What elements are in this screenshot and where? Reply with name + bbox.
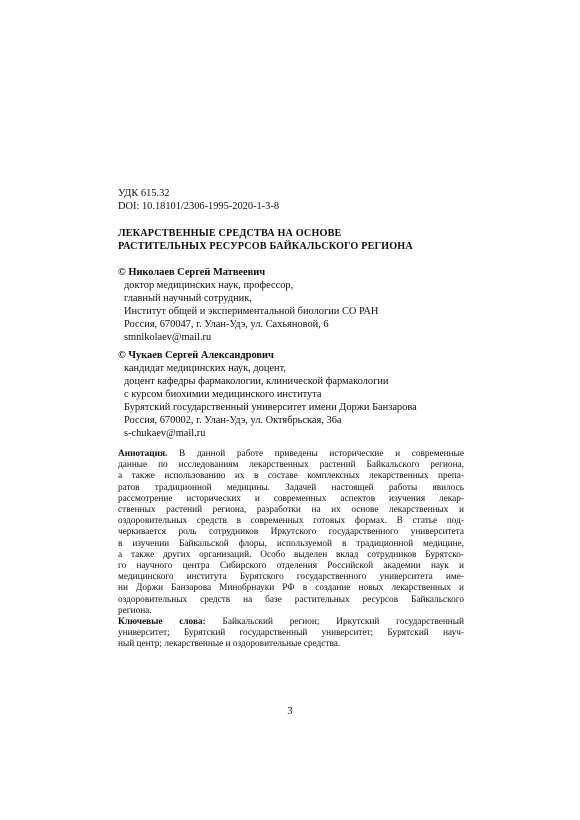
abstract-line: оздоровительных средств на базе растительных ресурсов Байкальского [118,594,464,605]
keywords-line: ный центр; лекарственные и оздоровительные средства. [118,639,341,650]
abstract-line: го научного центра Сибирского отделения Российской академии наук и [118,561,464,572]
author-position: доцент кафедры фармакологии, клинической фармакологии [124,376,389,387]
doi-identifier: DOI: 10.18101/2306-1995-2020-1-3-8 [118,201,280,212]
author-address: Россия, 670047, г. Улан-Удэ, ул. Сахьяновой, 6 [124,319,329,330]
abstract-line: ни Доржи Банзарова Минобрнауки РФ в создание новых лекарственных и [118,583,464,594]
page-number: 3 [287,706,293,717]
keywords-label: Ключевые слова: [118,617,206,628]
author-degree: кандидат медицинских наук, доцент, [124,363,286,374]
author-block-chukaev [118,349,464,440]
udk-code: УДК 615.32 [118,188,170,199]
abstract-line: в изучении Байкальской флоры, используемой в традиционной медицине, [118,538,464,549]
abstract-line: ственных растений региона, разработки на их основе лекарственных и [118,505,464,516]
author-position: главный научный сотрудник, [124,293,252,304]
keywords-line: университет; Бурятский государственный университет; Бурятский науч- [118,628,464,639]
author-address: Россия, 670002, г. Улан-Удэ, ул. Октябрьская, 36а [124,415,342,426]
abstract-line: рассмотрение исторических и современных аспектов изучения лекар- [118,493,464,504]
author-email: smnikolaev@mail.ru [124,332,212,343]
abstract-line: а также других организаций. Особо выделен вклад сотрудников Бурятско- [118,549,464,560]
article-title [118,227,464,253]
author-affiliation: Бурятский государственный университет имени Доржи Банзарова [124,402,417,413]
title-line: РАСТИТЕЛЬНЫХ РЕСУРСОВ БАЙКАЛЬСКОГО РЕГИОНА [118,241,413,252]
keywords-line [118,617,464,628]
author-degree: доктор медицинских наук, профессор, [124,280,294,291]
author-position-cont: с курсом биохимии медицинского института [124,389,322,400]
abstract-section [118,449,464,651]
abstract-line: медицинского института Бурятского государственного университета име- [118,572,464,583]
abstract-line [118,449,464,460]
author-block-nikolaev [118,266,464,344]
abstract-line: ратов традиционной медицины. Задачей настоящей работы явилось [118,482,464,493]
abstract-line: оздоровительных средств в современных готовых формах. В статье под- [118,516,464,527]
author-name: © Николаев Сергей Матвеевич [118,267,266,278]
abstract-line: черкивается роль сотрудников Иркутского государственного университета [118,527,464,538]
abstract-text: В данной работе приведены исторические и современные [167,449,464,459]
author-affiliation: Институт общей и экспериментальной биологии СО РАН [124,306,379,317]
abstract-line: региона. [118,605,152,616]
abstract-label: Аннотация. [118,449,168,459]
author-email: s-chukaev@mail.ru [124,428,206,439]
title-line: ЛЕКАРСТВЕННЫЕ СРЕДСТВА НА ОСНОВЕ [118,228,342,239]
author-name: © Чукаев Сергей Александрович [118,350,274,361]
article-meta [118,187,464,213]
abstract-line: а также использованию их в составе комплексных лекарственных препа- [118,471,464,482]
keywords-text: Байкальский регион; Иркутский государственный [205,617,464,628]
abstract-line: данные по исследованиям лекарственных растений Байкальского региона, [118,460,464,471]
